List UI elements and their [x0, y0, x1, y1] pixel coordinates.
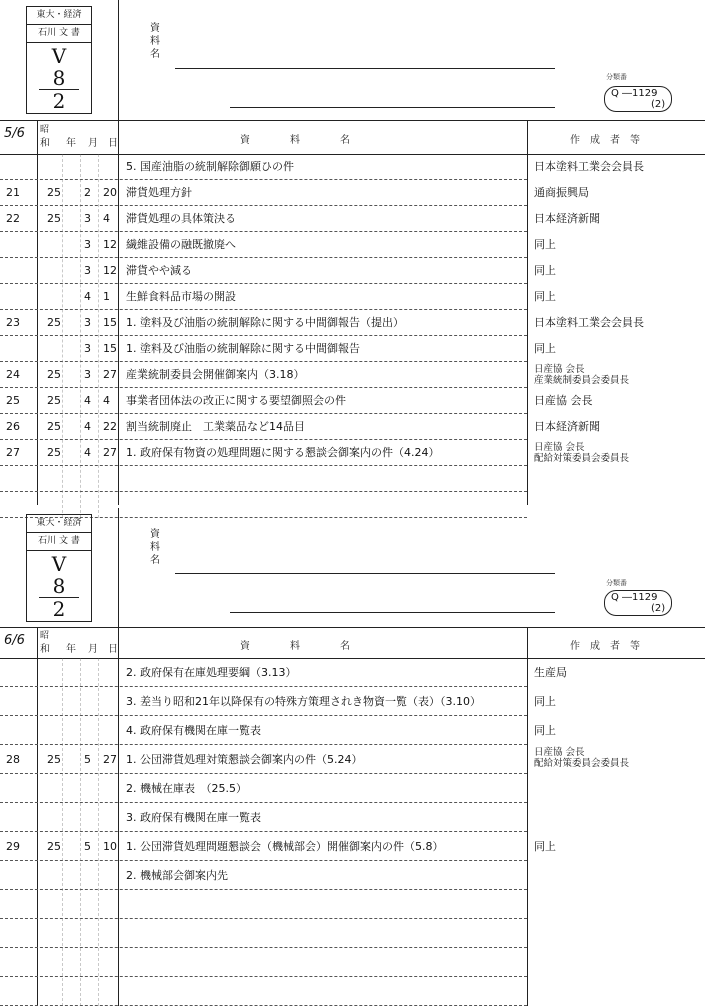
row-author: 日本塗料工業会会員長	[534, 160, 644, 173]
stamp-num1: 8	[52, 573, 66, 598]
row-year: 25	[47, 212, 61, 225]
row-author: 生産局	[534, 665, 567, 679]
row-month: 3	[84, 238, 91, 251]
row-day: 22	[103, 420, 117, 433]
row-number: 22	[6, 212, 20, 225]
row-document-name: 事業者団体法の改正に関する要望御照会の件	[126, 394, 346, 407]
header-wa: 和	[40, 138, 50, 149]
reference-number-1: Q ―1129 (2)	[604, 86, 672, 112]
row-document-name: 1. 公団滞貨処理対策懇談会御案内の件（5.24）	[126, 752, 363, 766]
row-day: 15	[103, 316, 117, 329]
row-author: 日本経済新聞	[534, 212, 600, 225]
row-month: 3	[84, 264, 91, 277]
row-document-name: 滞貨処理方針	[126, 186, 192, 199]
bunrui-label-2: 分類番	[606, 579, 627, 587]
header-document-name: 資 料 名	[240, 135, 350, 146]
row-year: 25	[47, 186, 61, 199]
date-column-divider	[62, 658, 63, 1006]
row-year: 25	[47, 420, 61, 433]
header-showa: 昭	[40, 125, 50, 135]
shiryo-label-1: 資 料 名	[150, 23, 160, 60]
row-author: 同上	[534, 839, 556, 853]
row-year: 25	[47, 368, 61, 381]
stamp-num1: 8	[52, 65, 66, 90]
row-month: 4	[84, 446, 91, 459]
header-author: 作 成 者 等	[570, 135, 640, 146]
row-year: 25	[47, 752, 61, 766]
row-document-name: 1. 公団滞貨処理問題懇談会（機械部会）開催御案内の件（5.8）	[126, 839, 444, 853]
row-document-name: 2. 機械部会御案内先	[126, 868, 228, 882]
stamp-num2: 2	[39, 597, 79, 620]
row-month: 4	[84, 420, 91, 433]
shiryo-label-2: 資 料 名	[150, 529, 160, 566]
reference-number-2: Q ―1129 (2)	[604, 590, 672, 616]
row-document-name: 3. 差当り昭和21年以降保有の特殊方策理されき物資一覧（表）（3.10）	[126, 694, 481, 708]
header-document-name: 資 料 名	[240, 641, 350, 652]
row-author: 日産協 会長	[534, 442, 585, 453]
row-author: 同上	[534, 264, 556, 277]
row-number: 26	[6, 420, 20, 433]
row-author: 同上	[534, 342, 556, 355]
row-author: 同上	[534, 694, 556, 708]
row-day: 10	[103, 839, 117, 853]
row-month: 2	[84, 186, 91, 199]
row-number: 28	[6, 752, 20, 766]
row-year: 25	[47, 446, 61, 459]
row-number: 29	[6, 839, 20, 853]
row-day: 4	[103, 212, 110, 225]
stamp-vol: V	[51, 551, 67, 576]
row-document-name: 2. 機械在庫表 （25.5）	[126, 781, 247, 795]
header-hi: 日	[108, 644, 118, 655]
row-day: 27	[103, 368, 117, 381]
header-nen: 年	[66, 138, 76, 149]
row-month: 5	[84, 839, 91, 853]
stamp-line1: 東大・経済	[27, 7, 91, 25]
row-author: 日本経済新聞	[534, 420, 600, 433]
row-day: 12	[103, 264, 117, 277]
row-author: 日産協 会長	[534, 394, 593, 407]
row-document-name: 産業統制委員会開催御案内（3.18）	[126, 368, 305, 381]
header-nen: 年	[66, 644, 76, 655]
row-day: 12	[103, 238, 117, 251]
date-column-divider	[62, 154, 63, 518]
archive-stamp	[26, 6, 92, 114]
header-tsuki: 月	[88, 138, 98, 149]
row-number: 27	[6, 446, 20, 459]
date-column-divider	[98, 658, 99, 1006]
row-month: 4	[84, 290, 91, 303]
row-number: 25	[6, 394, 20, 407]
header-wa: 和	[40, 644, 50, 655]
page-mark-1: 5/6	[4, 126, 25, 141]
stamp-vol: V	[51, 43, 67, 68]
row-month: 4	[84, 394, 91, 407]
row-document-name: 割当統制廃止 工業薬品など14品目	[126, 420, 305, 433]
row-number: 21	[6, 186, 20, 199]
row-author: 日本塗料工業会会員長	[534, 316, 644, 329]
bunrui-label-1: 分類番	[606, 73, 627, 81]
row-month: 3	[84, 342, 91, 355]
header-hi: 日	[108, 138, 118, 149]
row-author: 通商振興局	[534, 186, 589, 199]
row-number: 24	[6, 368, 20, 381]
row-document-name: 3. 政府保有機関在庫一覧表	[126, 810, 261, 824]
row-year: 25	[47, 839, 61, 853]
page-mark-2: 6/6	[4, 633, 25, 648]
row-month: 3	[84, 368, 91, 381]
row-document-name: 1. 塗料及び油脂の統制解除に関する中間御報告（提出）	[126, 316, 404, 329]
date-column-divider	[80, 154, 81, 518]
row-document-name: 4. 政府保有機関在庫一覧表	[126, 723, 261, 737]
row-author: 日産協 会長	[534, 747, 585, 758]
row-author-secondary: 配給対策委員会委員長	[534, 453, 630, 464]
stamp-line1: 東大・経済	[27, 515, 91, 533]
row-document-name: 1. 塗料及び油脂の統制解除に関する中間御報告	[126, 342, 360, 355]
row-day: 27	[103, 446, 117, 459]
stamp-num2: 2	[39, 89, 79, 112]
header-author: 作 成 者 等	[570, 641, 640, 652]
row-document-name: 滞貨やや減る	[126, 264, 192, 277]
row-author: 同上	[534, 290, 556, 303]
row-document-name: 2. 政府保有在庫処理要綱（3.13）	[126, 665, 297, 679]
row-number: 23	[6, 316, 20, 329]
row-month: 3	[84, 212, 91, 225]
archive-stamp-2	[26, 514, 92, 622]
row-year: 25	[47, 394, 61, 407]
row-author: 同上	[534, 238, 556, 251]
row-author-secondary: 産業統制委員会委員長	[534, 375, 630, 386]
row-year: 25	[47, 316, 61, 329]
row-author: 同上	[534, 723, 556, 737]
row-author-secondary: 配給対策委員会委員長	[534, 758, 630, 769]
date-column-divider	[98, 154, 99, 518]
row-month: 5	[84, 752, 91, 766]
row-day: 27	[103, 752, 117, 766]
row-document-name: 生鮮食料品市場の開設	[126, 290, 236, 303]
row-day: 1	[103, 290, 110, 303]
date-column-divider	[80, 658, 81, 1006]
stamp-line2: 石川 文 書	[27, 25, 91, 43]
row-day: 20	[103, 186, 117, 199]
header-tsuki: 月	[88, 644, 98, 655]
header-showa: 昭	[40, 631, 50, 641]
row-day: 4	[103, 394, 110, 407]
row-document-name: 1. 政府保有物資の処理問題に関する懇談会御案内の件（4.24）	[126, 446, 440, 459]
row-document-name: 滞貨処理の具体策決る	[126, 212, 236, 225]
row-day: 15	[103, 342, 117, 355]
row-author: 日産協 会長	[534, 364, 585, 375]
row-document-name: 5. 国産油脂の統制解除御願ひの件	[126, 160, 294, 173]
row-document-name: 繊維設備の融既撤廃へ	[126, 238, 236, 251]
row-month: 3	[84, 316, 91, 329]
stamp-line2: 石川 文 書	[27, 533, 91, 551]
